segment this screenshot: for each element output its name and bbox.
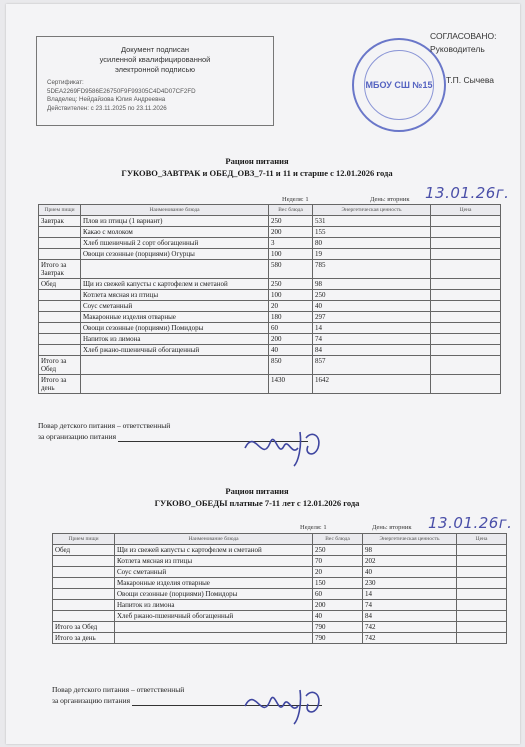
table-cell <box>431 279 501 290</box>
table-cell: 200 <box>269 334 313 345</box>
table-cell: 250 <box>313 545 363 556</box>
cook-signature <box>240 418 330 470</box>
stamp-text: МБОУ СШ №15 <box>365 79 433 90</box>
menu1-day: День: вторник <box>370 196 410 203</box>
table-cell <box>115 633 313 644</box>
table-cell: Макаронные изделия отварные <box>81 312 269 323</box>
table-row <box>39 260 501 279</box>
menu2-footer-role: Повар детского питания – ответственный <box>52 685 185 694</box>
table-cell <box>457 611 507 622</box>
certificate-owner: Владелец: Нейдайзова Юлия Андреевна <box>47 96 166 103</box>
table-cell: 40 <box>363 567 457 578</box>
menu2-day: День: вторник <box>372 524 412 531</box>
table-cell <box>81 356 269 375</box>
table-cell: Итого за день <box>53 633 115 644</box>
column-header: Прием пищи <box>53 534 115 545</box>
table-row <box>39 334 501 345</box>
table-row <box>39 227 501 238</box>
table-cell: 14 <box>363 589 457 600</box>
table-cell: Щи из свежей капусты с картофелем и сметаной <box>115 545 313 556</box>
table-cell: Какао с молоком <box>81 227 269 238</box>
table-cell: Хлеб ржано-пшеничный обогащенный <box>115 611 313 622</box>
certificate-validity: Действителен: с 23.11.2025 по 23.11.2026 <box>47 104 167 112</box>
table-cell: 60 <box>313 589 363 600</box>
table-cell: 19 <box>313 249 431 260</box>
certificate-number: 5DEA2269FD9586E26750F9F99305C4D4D07CF2FD <box>47 87 196 95</box>
table-row <box>39 301 501 312</box>
table-cell <box>431 345 501 356</box>
table-cell <box>457 545 507 556</box>
table-row <box>53 578 507 589</box>
table-cell: Обед <box>53 545 115 556</box>
table-cell: 742 <box>363 633 457 644</box>
table-cell <box>431 238 501 249</box>
table-cell: 74 <box>363 600 457 611</box>
table-cell: 531 <box>313 216 431 227</box>
menu1-title: Рацион питания <box>225 156 289 166</box>
approval-block <box>430 30 496 56</box>
table-cell: Овощи сезонные (порциями) Огурцы <box>81 249 269 260</box>
table-cell <box>39 323 81 334</box>
table-row <box>39 375 501 394</box>
table-cell <box>457 622 507 633</box>
table-cell: 250 <box>313 290 431 301</box>
table-cell: 785 <box>313 260 431 279</box>
table-cell: 40 <box>313 301 431 312</box>
table-cell <box>53 600 115 611</box>
table-cell <box>457 556 507 567</box>
table-cell <box>431 323 501 334</box>
table-cell <box>457 589 507 600</box>
table-cell: 20 <box>313 567 363 578</box>
table-row <box>53 633 507 644</box>
table-cell: 70 <box>313 556 363 567</box>
column-header: Наименование блюда <box>81 205 269 216</box>
table-cell: 1642 <box>313 375 431 394</box>
table-row <box>53 545 507 556</box>
menu1-footer-role2: за организацию питания <box>38 432 117 441</box>
table-cell: 40 <box>269 345 313 356</box>
table-cell: 14 <box>313 323 431 334</box>
menu1-handwritten-date: 13.01.26г. <box>425 184 510 202</box>
table-cell <box>115 622 313 633</box>
table-cell: 84 <box>313 345 431 356</box>
table-cell <box>81 260 269 279</box>
table-cell: 790 <box>313 633 363 644</box>
table-cell <box>431 312 501 323</box>
table-cell <box>39 301 81 312</box>
table-cell: 74 <box>313 334 431 345</box>
table-cell: 200 <box>269 227 313 238</box>
approval-name: Т.П. Сычева <box>446 75 494 85</box>
table-row <box>39 290 501 301</box>
table-row <box>53 600 507 611</box>
table-row <box>39 249 501 260</box>
table-cell: 250 <box>269 216 313 227</box>
table-row <box>53 556 507 567</box>
table-row <box>39 279 501 290</box>
table-cell <box>39 345 81 356</box>
table-cell: 790 <box>313 622 363 633</box>
table-header-row <box>39 205 501 216</box>
table-cell: 100 <box>269 290 313 301</box>
approval-title: СОГЛАСОВАНО: <box>430 31 497 41</box>
menu2-subtitle: ГУКОВО_ОБЕДЫ платные 7-11 лет с 12.01.2026 года <box>154 498 360 508</box>
table-cell <box>53 578 115 589</box>
table-cell <box>457 578 507 589</box>
table-cell: 202 <box>363 556 457 567</box>
table-cell: Завтрак <box>39 216 81 227</box>
table-row <box>39 216 501 227</box>
table-cell <box>39 227 81 238</box>
column-header: Цена <box>457 534 507 545</box>
table-row <box>39 356 501 375</box>
table-cell: 297 <box>313 312 431 323</box>
table-cell: 857 <box>313 356 431 375</box>
table-row <box>39 323 501 334</box>
column-header: Энергетическая ценность <box>363 534 457 545</box>
table-cell: Соус сметанный <box>81 301 269 312</box>
table-cell <box>457 567 507 578</box>
cook-signature <box>240 676 330 728</box>
signature-line: усиленной квалифицированной <box>99 55 211 64</box>
menu2-week: Неделя: 1 <box>300 524 327 531</box>
table-cell: Итого за Обед <box>53 622 115 633</box>
table-cell <box>431 375 501 394</box>
column-header: Цена <box>431 205 501 216</box>
menu1-week: Неделя: 1 <box>282 196 309 203</box>
table-cell: 60 <box>269 323 313 334</box>
table-cell: 98 <box>363 545 457 556</box>
table-cell <box>53 589 115 600</box>
column-header: Наименование блюда <box>115 534 313 545</box>
table-cell: 230 <box>363 578 457 589</box>
table-cell <box>53 567 115 578</box>
column-header: Вес блюда <box>313 534 363 545</box>
table-cell: Напиток из лимона <box>115 600 313 611</box>
table-cell <box>39 312 81 323</box>
table-cell: Плов из птицы (1 вариант) <box>81 216 269 227</box>
table-row <box>53 622 507 633</box>
table-cell <box>53 556 115 567</box>
table-row <box>39 238 501 249</box>
table-row <box>39 312 501 323</box>
table-cell: 84 <box>363 611 457 622</box>
table-header-row <box>53 534 507 545</box>
table-cell <box>81 375 269 394</box>
table-cell: 98 <box>313 279 431 290</box>
table-cell: Итого за Завтрак <box>39 260 81 279</box>
electronic-signature-block <box>36 36 274 126</box>
table-cell: 3 <box>269 238 313 249</box>
table-cell: 100 <box>269 249 313 260</box>
table-cell: Овощи сезонные (порциями) Помидоры <box>115 589 313 600</box>
table-cell: 850 <box>269 356 313 375</box>
table-cell: 20 <box>269 301 313 312</box>
table-cell <box>39 334 81 345</box>
table-cell <box>431 260 501 279</box>
table-cell: 250 <box>269 279 313 290</box>
table-cell: Котлета мясная из птицы <box>81 290 269 301</box>
table-cell <box>39 290 81 301</box>
table-cell: 150 <box>313 578 363 589</box>
table-cell: 40 <box>313 611 363 622</box>
table-row <box>53 611 507 622</box>
table-cell: 180 <box>269 312 313 323</box>
certificate-label: Сертификат: <box>47 79 84 86</box>
table-cell <box>431 334 501 345</box>
table-row <box>39 345 501 356</box>
approval-role: Руководитель <box>430 44 485 54</box>
signature-line: Документ подписан <box>120 45 190 54</box>
table-cell <box>39 249 81 260</box>
table-cell <box>457 633 507 644</box>
table-cell: Итого за день <box>39 375 81 394</box>
table-cell: 742 <box>363 622 457 633</box>
table-cell: Соус сметанный <box>115 567 313 578</box>
table-cell: 200 <box>313 600 363 611</box>
table-cell <box>431 356 501 375</box>
table-row <box>53 567 507 578</box>
table-cell: Напиток из лимона <box>81 334 269 345</box>
table-row <box>53 589 507 600</box>
menu2-handwritten-date: 13.01.26г. <box>428 514 513 532</box>
table-cell <box>39 238 81 249</box>
table-cell: 1430 <box>269 375 313 394</box>
table-cell: 580 <box>269 260 313 279</box>
table-cell: Овощи сезонные (порциями) Помидоры <box>81 323 269 334</box>
table-cell: Котлета мясная из птицы <box>115 556 313 567</box>
column-header: Прием пищи <box>39 205 81 216</box>
table-cell <box>431 227 501 238</box>
table-cell <box>53 611 115 622</box>
menu2-title: Рацион питания <box>225 486 289 496</box>
table-cell <box>431 216 501 227</box>
table-cell: 80 <box>313 238 431 249</box>
table-cell <box>457 600 507 611</box>
signature-line: электронной подписью <box>114 65 196 74</box>
table-cell: Хлеб пшеничный 2 сорт обогащенный <box>81 238 269 249</box>
table-cell: Итого за Обед <box>39 356 81 375</box>
menu2-footer-role2: за организацию питания <box>52 696 131 705</box>
table-cell <box>431 290 501 301</box>
column-header: Вес блюда <box>269 205 313 216</box>
table-cell: Макаронные изделия отварные <box>115 578 313 589</box>
table-cell <box>431 301 501 312</box>
column-header: Энергетическая ценность <box>313 205 431 216</box>
menu2-table <box>52 533 507 644</box>
menu1-table <box>38 204 501 394</box>
table-cell: Хлеб ржано-пшеничный обогащенный <box>81 345 269 356</box>
menu1-footer-role: Повар детского питания – ответственный <box>38 421 171 430</box>
table-cell: 155 <box>313 227 431 238</box>
menu1-subtitle: ГУКОВО_ЗАВТРАК и ОБЕД_ОВЗ_7-11 и 11 и старше с 12.01.2026 года <box>121 168 393 178</box>
table-cell: Обед <box>39 279 81 290</box>
table-cell: Щи из свежей капусты с картофелем и сметаной <box>81 279 269 290</box>
table-cell <box>431 249 501 260</box>
